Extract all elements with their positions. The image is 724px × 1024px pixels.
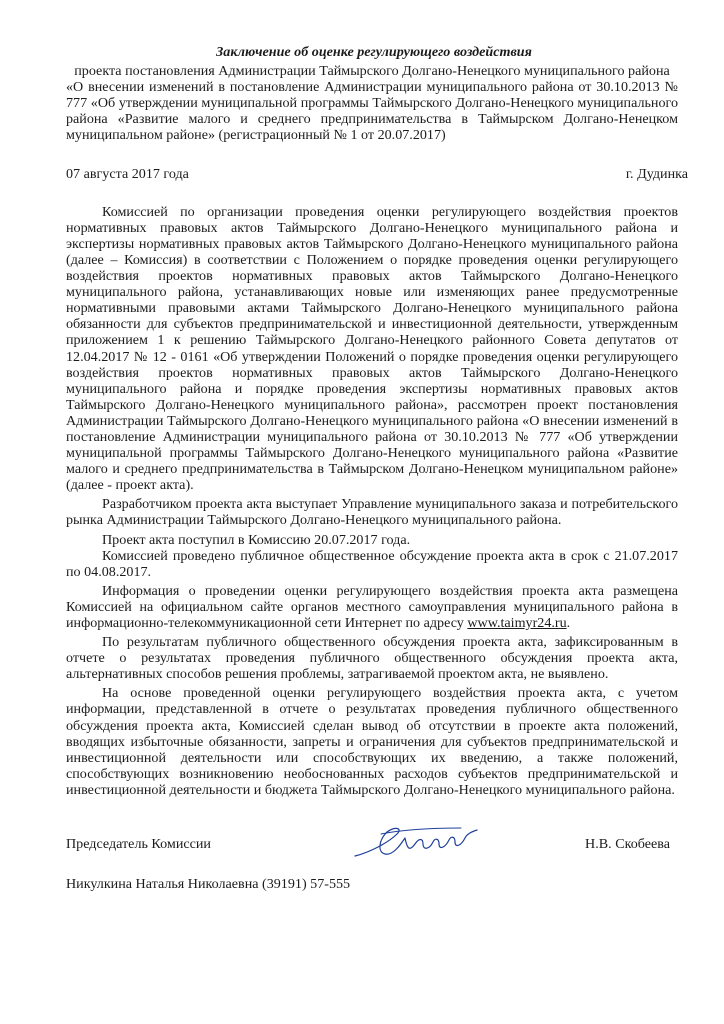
document-date: 07 августа 2017 года <box>66 165 189 182</box>
paragraph-conclusion: На основе проведенной оценки регулирующего воздействия проекта акта, с учетом информации, представленной в отчете о результатах проведения публичного общественного обсуждения проекта акта, Комиссией сделан вывод об отсутствии в проекте акта положений, вводящих избыточные обязанности, запреты и ограничения для субъектов предпринимательской и инвестиционной деятельности или способствующих их введению, а также положений, способствующих возникновению необоснованных расходов субъектов предпринимательской и инвестиционной деятельности и бюджета Таймырского Долгано-Ненецкого муниципального района. <box>66 685 678 798</box>
handwritten-signature <box>351 822 491 866</box>
website-link[interactable]: www.taimyr24.ru <box>467 615 567 631</box>
document-subject <box>66 63 678 143</box>
paragraph-developer: Разработчиком проекта акта выступает Управление муниципального заказа и потребительского рынка Администрации Таймырского Долгано-Ненецкого муниципального района. <box>66 496 678 529</box>
paragraph-public-discussion: Комиссией проведено публичное общественное обсуждение проекта акта в срок с 21.07.2017 по 04.08.2017. <box>66 547 678 580</box>
paragraph-received: Проект акта поступил в Комиссию 20.07.2017 года. <box>102 531 411 548</box>
paragraph-results: По результатам публичного общественного обсуждения проекта акта, зафиксированным в отчете о результатах проведения публичного общественного обсуждения проекта акта, альтернативных способов решения проблемы, затрагиваемой проектом акта, не выявлено. <box>66 634 678 683</box>
subject-first-line: проекта постановления Администрации Таймырского Долгано-Ненецкого муниципального района <box>74 63 670 80</box>
date-place-row <box>66 166 688 182</box>
publication-end: . <box>566 615 571 631</box>
subject-rest: «О внесении изменений в постановление Администрации муниципального района от 30.10.2013 № 777 «Об утверждении муниципальной программы Таймырского Долгано-Ненецкого муниципального района «Развитие малого и среднего предпринимательства в Таймырском Долгано-Ненецком муниципальном районе» (регистрационный № 1 от 20.07.2017) <box>66 79 678 144</box>
document-title: Заключение об оценке регулирующего воздействия <box>216 44 532 60</box>
signer-name: Н.В. Скобеева <box>585 836 670 853</box>
executor-contact: Никулкина Наталья Николаевна (39191) 57-555 <box>66 876 351 893</box>
publication-text: Информация о проведении оценки регулирующего воздействия проекта акта размещена Комиссией на официальном сайте органов местного самоуправления муниципального района в информационно-телекоммуникационной сети Интернет по адресу <box>66 582 678 631</box>
document-body <box>66 204 678 798</box>
paragraph-commission-review: Комиссией по организации проведения оценки регулирующего воздействия проектов нормативных правовых актов Таймырского Долгано-Ненецкого муниципального района и экспертизы нормативных правовых актов Таймырского Долгано-Ненецкого муниципального района (далее – Комиссия) в соответствии с Положением о порядке проведения оценки регулирующего воздействия проектов нормативных правовых актов Таймырского Долгано-Ненецкого муниципального района, устанавливающих новые или изменяющих ранее предусмотренные нормативными правовыми актами Таймырского Долгано-Ненецкого муниципального района обязанности для субъектов предпринимательской и инвестиционной деятельности, утвержденным приложением 1 к решению Таймырского Долгано-Ненецкого районного Совета депутатов от 12.04.2017 № 12 - 0161 «Об утверждении Положений о порядке проведения оценки регулирующего воздействия проектов нормативных правовых актов Таймырского Долгано-Ненецкого муниципального района и порядке проведения экспертизы нормативных правовых актов Таймырского Долгано-Ненецкого муниципального района», рассмотрен проект постановления Администрации Таймырского Долгано-Ненецкого муниципального района «О внесении изменений в постановление Администрации муниципального района от 30.10.2013 № 777 «Об утверждении муниципальной программы Таймырского Долгано-Ненецкого муниципального района «Развитие малого и среднего предпринимательства в Таймырском Долгано-Ненецком муниципальном районе» (далее - проект акта). <box>66 203 678 494</box>
signer-role: Председатель Комиссии <box>66 836 211 853</box>
signature-block <box>66 822 678 862</box>
document-place: г. Дудинка <box>625 165 688 182</box>
paragraph-publication <box>66 583 678 631</box>
